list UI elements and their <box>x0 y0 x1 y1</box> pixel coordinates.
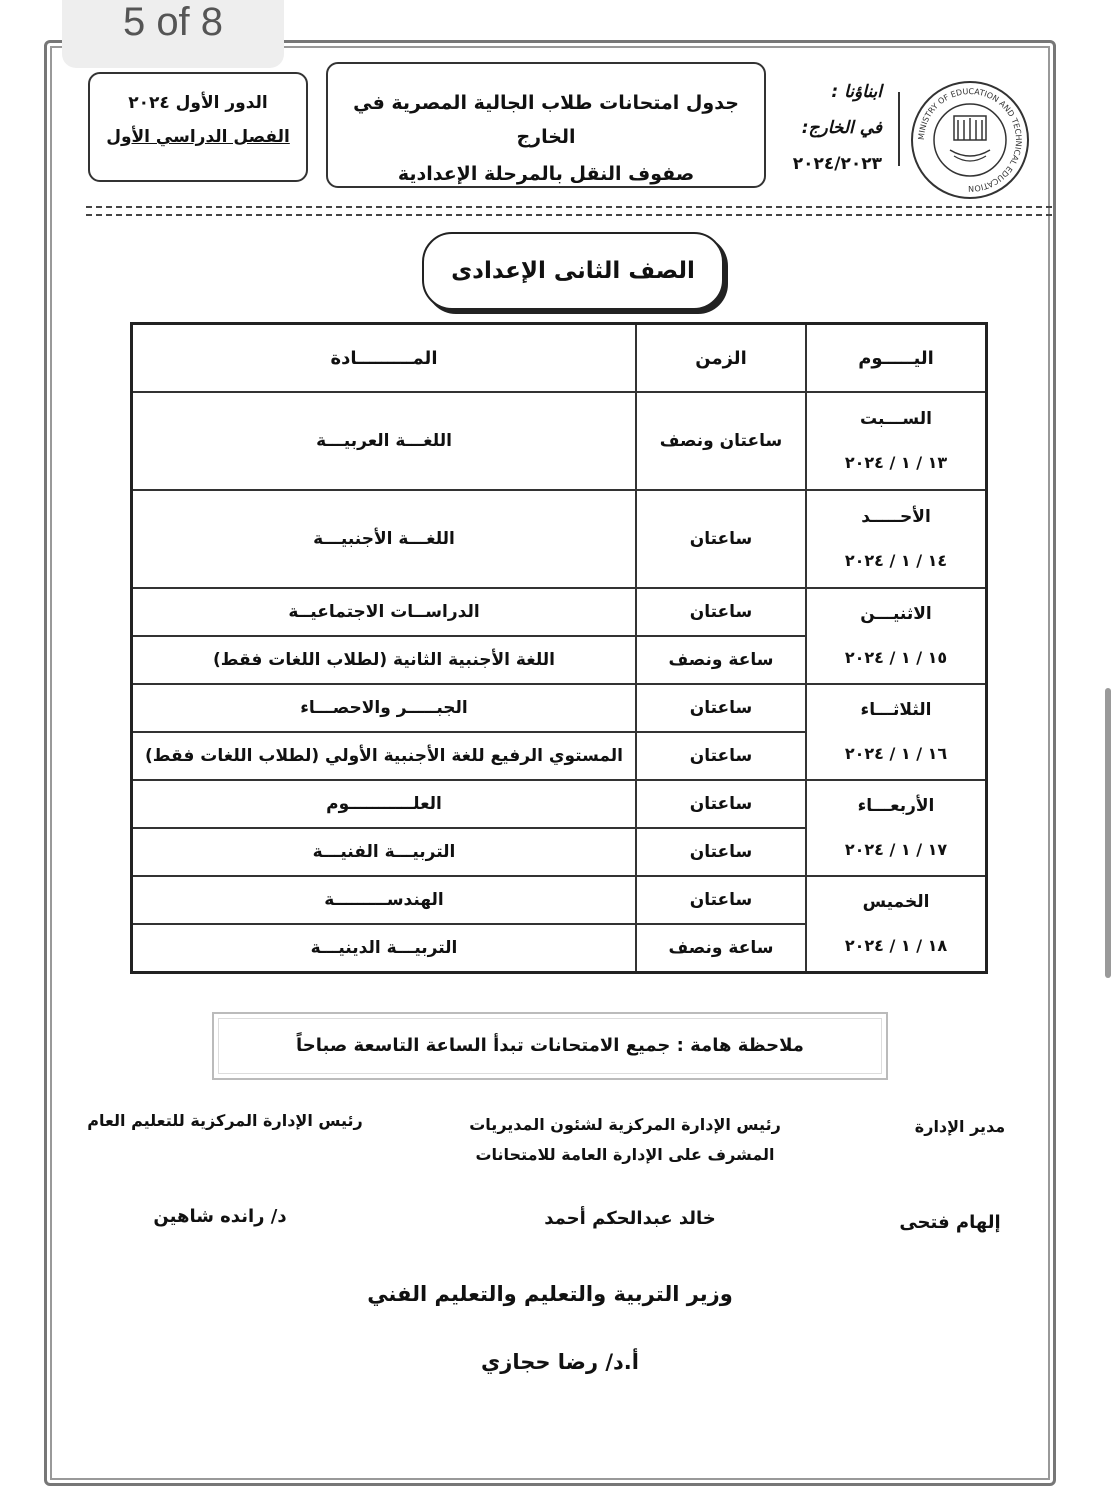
time-cell: ساعتان <box>636 684 806 732</box>
document-title: جدول امتحانات طلاب الجالية المصرية في الخارج <box>353 92 739 148</box>
time-cell: ساعتان <box>636 780 806 828</box>
table-row <box>132 876 987 924</box>
day-date: ١٦ / ١ / ٢٠٢٤ <box>844 744 948 763</box>
subject-cell: اللغـــة الأجنبيـــة <box>132 490 637 588</box>
signature-title-middle <box>450 1110 800 1170</box>
time-cell: ساعة ونصف <box>636 924 806 973</box>
table-row <box>132 588 987 636</box>
day-cell <box>806 780 987 876</box>
header-subject: المـــــــــادة <box>132 324 637 393</box>
document-title-box <box>326 62 766 188</box>
day-name: الأحـــــد <box>861 507 931 527</box>
day-cell <box>806 392 987 490</box>
day-date: ١٥ / ١ / ٢٠٢٤ <box>844 648 948 667</box>
important-note: ملاحظة هامة : جميع الامتحانات تبدأ الساعة التاسعة صباحاً <box>212 1012 888 1080</box>
logo-divider <box>898 92 900 166</box>
day-date: ١٨ / ١ / ٢٠٢٤ <box>844 936 948 955</box>
term-line-1: الدور الأول ٢٠٢٤ <box>128 93 268 113</box>
signature-title-right <box>880 1112 1040 1142</box>
day-date: ١٤ / ١ / ٢٠٢٤ <box>844 551 948 570</box>
issued-line-1: ابناؤنا : <box>831 82 882 102</box>
exam-schedule-table <box>130 322 988 974</box>
document-subtitle: صفوف النقل بالمرحلة الإعدادية <box>397 163 695 185</box>
time-cell: ساعتان <box>636 876 806 924</box>
header-time: الزمن <box>636 324 806 393</box>
minister-title: وزير التربية والتعليم والتعليم الفني <box>367 1282 733 1306</box>
page-counter: 5 of 8 <box>62 0 284 68</box>
day-name: الأربعـــاء <box>857 796 935 816</box>
day-cell <box>806 684 987 780</box>
signature-title-left <box>70 1106 380 1136</box>
signatory-name-left: د/ رانده شاهين <box>153 1206 287 1227</box>
table-row <box>132 684 987 732</box>
day-cell <box>806 490 987 588</box>
table-row <box>132 392 987 490</box>
term-box <box>88 72 308 182</box>
minister-name: أ.د/ رضا حجازي <box>480 1350 639 1374</box>
day-name: الســـبت <box>860 409 932 429</box>
table-row <box>132 490 987 588</box>
time-cell: ساعتان <box>636 828 806 876</box>
time-cell: ساعتان ونصف <box>636 392 806 490</box>
signature-role: رئيس الإدارة المركزية لشئون المديريات <box>469 1115 781 1134</box>
subject-cell: الجبـــــر والاحصـــاء <box>132 684 637 732</box>
subject-cell: اللغـــة العربيـــة <box>132 392 637 490</box>
scrollbar-thumb[interactable] <box>1105 688 1111 978</box>
issued-line-2: في الخارج: <box>801 118 882 138</box>
subject-cell: التربيـــة الدينيـــة <box>132 924 637 973</box>
subject-cell: العلـــــــــــوم <box>132 780 637 828</box>
day-name: الاثنيـــن <box>860 604 932 624</box>
subject-cell: الدراســات الاجتماعيــة <box>132 588 637 636</box>
academic-year: ٢٠٢٤/٢٠٢٣ <box>792 154 882 174</box>
table-header-row <box>132 324 987 393</box>
svg-text:MINISTRY OF EDUCATION AND TECH: MINISTRY OF EDUCATION AND TECHNICAL EDUCATION <box>916 86 1024 194</box>
day-name: الخميس <box>862 892 930 912</box>
day-cell <box>806 588 987 684</box>
header-divider <box>86 206 1052 216</box>
issued-block <box>782 74 882 182</box>
grade-title: الصف الثانى الإعدادى <box>422 232 724 310</box>
subject-cell: التربيـــة الفنيـــة <box>132 828 637 876</box>
signature-role: مدير الإدارة <box>914 1117 1006 1136</box>
subject-cell: اللغة الأجنبية الثانية (لطلاب اللغات فقط) <box>132 636 637 684</box>
signatory-name-right: إلهام فتحى <box>899 1212 1001 1233</box>
subject-cell: المستوي الرفيع للغة الأجنبية الأولي (لطلاب اللغات فقط) <box>132 732 637 780</box>
time-cell: ساعتان <box>636 588 806 636</box>
ministry-seal-icon <box>908 78 1032 202</box>
time-cell: ساعتان <box>636 732 806 780</box>
term-line-2: الفصل الدراسي الأول <box>106 127 290 147</box>
day-date: ١٧ / ١ / ٢٠٢٤ <box>844 840 948 859</box>
subject-cell: الهندســـــــــة <box>132 876 637 924</box>
time-cell: ساعتان <box>636 490 806 588</box>
day-name: الثلاثـــاء <box>860 700 932 720</box>
signature-role-secondary: المشرف على الإدارة العامة للامتحانات <box>475 1145 775 1164</box>
table-row <box>132 780 987 828</box>
day-date: ١٣ / ١ / ٢٠٢٤ <box>844 453 948 472</box>
time-cell: ساعة ونصف <box>636 636 806 684</box>
day-cell <box>806 876 987 973</box>
header-day: اليـــــوم <box>806 324 987 393</box>
signature-role: رئيس الإدارة المركزية للتعليم العام <box>87 1111 363 1130</box>
signatory-name-middle: خالد عبدالحكم أحمد <box>544 1208 716 1229</box>
